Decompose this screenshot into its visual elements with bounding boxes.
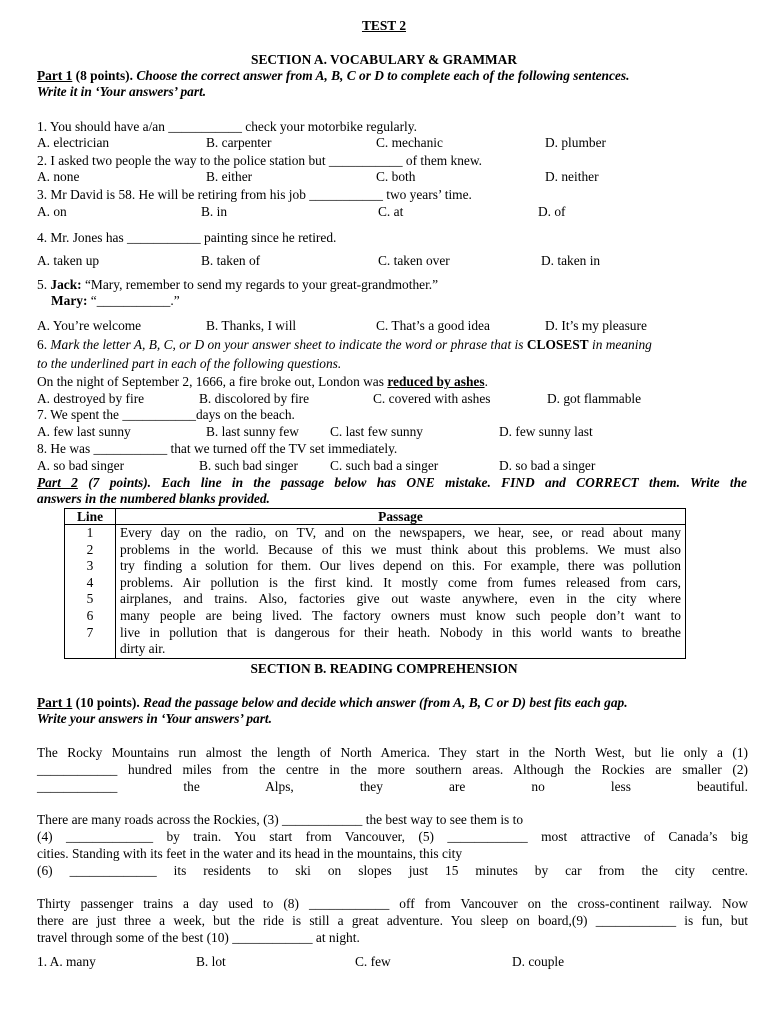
passage-line: problems. Air pollution is the first kind. It mostly come from fumes released from cars, <box>120 574 681 590</box>
reading-line: The Rocky Mountains run almost the length of North America. They start in the North West, but lie only a (1) <box>37 745 748 760</box>
q2-option-a: A. none <box>37 169 80 184</box>
q4-option-d: D. taken in <box>541 253 601 268</box>
section-a-heading: SECTION A. VOCABULARY & GRAMMAR <box>251 52 517 67</box>
line-number: 2 <box>86 541 94 557</box>
part-b1-instruction: Part 1 (10 points). Read the passage below and decide which answer (from A, B, C or D) best fits each gap. <box>37 695 628 710</box>
part-a1-instruction: Part 1 (8 points). Choose the correct answer from A, B, C or D to complete each of the following sentences. <box>37 68 630 83</box>
q1-option-d: D. plumber <box>545 135 606 150</box>
question-5-jack: 5. Jack: “Mary, remember to send my regards to your great-grandmother.” <box>37 277 439 292</box>
q2-option-c: C. both <box>376 169 416 184</box>
reading-line: Thirty passenger trains a day used to (8) ____________ off from Vancouver on the cross-continent railway. Now <box>37 896 748 911</box>
reading-line: ____________ hundred miles from the centre in the more southern areas. Although the Rockies are smaller (2) <box>37 762 748 777</box>
question-1-stem: 1. You should have a/an ___________ check your motorbike regularly. <box>37 119 417 134</box>
passage-line: live in pollution that is dangerous for their heath. Nobody in this world wants to breathe <box>120 624 681 640</box>
q6-option-c: C. covered with ashes <box>373 391 491 406</box>
test-title: TEST 2 <box>361 18 407 33</box>
question-5-mary: Mary: “___________.” <box>51 293 180 308</box>
section-b-heading: SECTION B. READING COMPREHENSION <box>250 661 518 676</box>
passage-line: many people are being lived. The factory owners must know such people don’t want to <box>120 607 681 623</box>
part-a2-instruction: Part 2 (7 points). Each line in the passage below has ONE mistake. FIND and CORRECT them. Write the <box>37 475 747 490</box>
question-8-stem: 8. He was ___________ that we turned off the TV set immediately. <box>37 441 398 456</box>
question-3-stem: 3. Mr David is 58. He will be retiring from his job ___________ two years’ time. <box>37 187 472 202</box>
reading-line: there are just three a week, but the ride is still a great adventure. You sleep on board,(9) ____________ is fun, but <box>37 913 748 928</box>
error-correction-table <box>64 508 686 659</box>
reading-line: (6) _____________ its residents to ski on slopes just 15 minutes by car from the city centre. <box>37 863 748 878</box>
table-header-line: Line <box>65 509 116 525</box>
q5-option-a: A. You’re welcome <box>37 318 142 333</box>
passage-line: dirty air. <box>120 641 166 657</box>
q1-option-c: C. mechanic <box>376 135 443 150</box>
reading-line: There are many roads across the Rockies, (3) ____________ the best way to see them is to <box>37 812 524 827</box>
part-a2-instruction-2: answers in the numbered blanks provided. <box>37 491 270 506</box>
r1-option-a: 1. A. many <box>37 954 96 969</box>
q1-option-a: A. electrician <box>37 135 110 150</box>
q5-option-c: C. That’s a good idea <box>376 318 490 333</box>
reading-line: travel through some of the best (10) ____________ at night. <box>37 930 360 945</box>
q7-option-b: B. last sunny few <box>206 424 299 439</box>
question-6-instruction-2: to the underlined part in each of the following questions. <box>37 356 342 371</box>
q8-option-b: B. such bad singer <box>199 458 298 473</box>
line-number: 5 <box>86 591 94 607</box>
q8-option-d: D. so bad a singer <box>499 458 596 473</box>
q3-option-b: B. in <box>201 204 228 219</box>
r1-option-d: D. couple <box>512 954 565 969</box>
line-number: 1 <box>86 525 94 540</box>
reading-line: cities. Standing with its feet in the water and its head in the mountains, this city <box>37 846 463 861</box>
q5-option-d: D. It’s my pleasure <box>545 318 647 333</box>
q3-option-d: D. of <box>538 204 566 219</box>
question-2-stem: 2. I asked two people the way to the police station but ___________ of them knew. <box>37 153 483 168</box>
q6-option-a: A. destroyed by fire <box>37 391 145 406</box>
q7-option-a: A. few last sunny <box>37 424 131 439</box>
line-number: 4 <box>86 574 94 590</box>
part-a1-instruction-2: Write it in ‘Your answers’ part. <box>37 84 207 99</box>
q8-option-a: A. so bad singer <box>37 458 125 473</box>
passage-line: Every day on the radio, on TV, and on the newspapers, we hear, see, or read about many <box>120 525 681 540</box>
q4-option-b: B. taken of <box>201 253 261 268</box>
passage-line: airplanes, and trains. Also, factories give out waste anywhere, even in the city where <box>120 591 681 607</box>
question-4-stem: 4. Mr. Jones has ___________ painting since he retired. <box>37 230 337 245</box>
q4-option-a: A. taken up <box>37 253 100 268</box>
passage-line: problems in the world. Because of this we must think about this problems. We must also <box>120 541 681 557</box>
passage-line: try finding a solution for them. Our lives depend on this. For example, there was pollution <box>120 558 681 574</box>
q1-option-b: B. carpenter <box>206 135 272 150</box>
q5-option-b: B. Thanks, I will <box>206 318 297 333</box>
q2-option-b: B. either <box>206 169 253 184</box>
question-6-instruction: 6. Mark the letter A, B, C, or D on your answer sheet to indicate the word or phrase that is CLOSEST in meaning <box>37 337 652 352</box>
line-number: 7 <box>86 624 94 640</box>
reading-line: (4) _____________ by train. You start from Vancouver, (5) ____________ most attractive of Canada’s big <box>37 829 748 844</box>
line-number: 3 <box>86 558 94 574</box>
passage-cell <box>116 525 686 659</box>
question-7-stem: 7. We spent the ___________days on the beach. <box>37 407 295 422</box>
line-numbers-cell <box>65 525 116 659</box>
part-b1-instruction-2: Write your answers in ‘Your answers’ part. <box>37 711 273 726</box>
q4-option-c: C. taken over <box>378 253 450 268</box>
r1-option-b: B. lot <box>196 954 226 969</box>
table-header-passage: Passage <box>116 509 686 525</box>
q2-option-d: D. neither <box>545 169 599 184</box>
q7-option-d: D. few sunny last <box>499 424 593 439</box>
q6-option-d: D. got flammable <box>547 391 642 406</box>
q3-option-a: A. on <box>37 204 67 219</box>
q3-option-c: C. at <box>378 204 404 219</box>
r1-option-c: C. few <box>355 954 391 969</box>
q8-option-c: C. such bad a singer <box>330 458 439 473</box>
question-6-stem: On the night of September 2, 1666, a fire broke out, London was reduced by ashes. <box>37 374 488 389</box>
line-number: 6 <box>86 607 94 623</box>
q6-option-b: B. discolored by fire <box>199 391 310 406</box>
reading-line: ____________ the Alps, they are no less beautiful. <box>37 779 748 794</box>
q7-option-c: C. last few sunny <box>330 424 423 439</box>
